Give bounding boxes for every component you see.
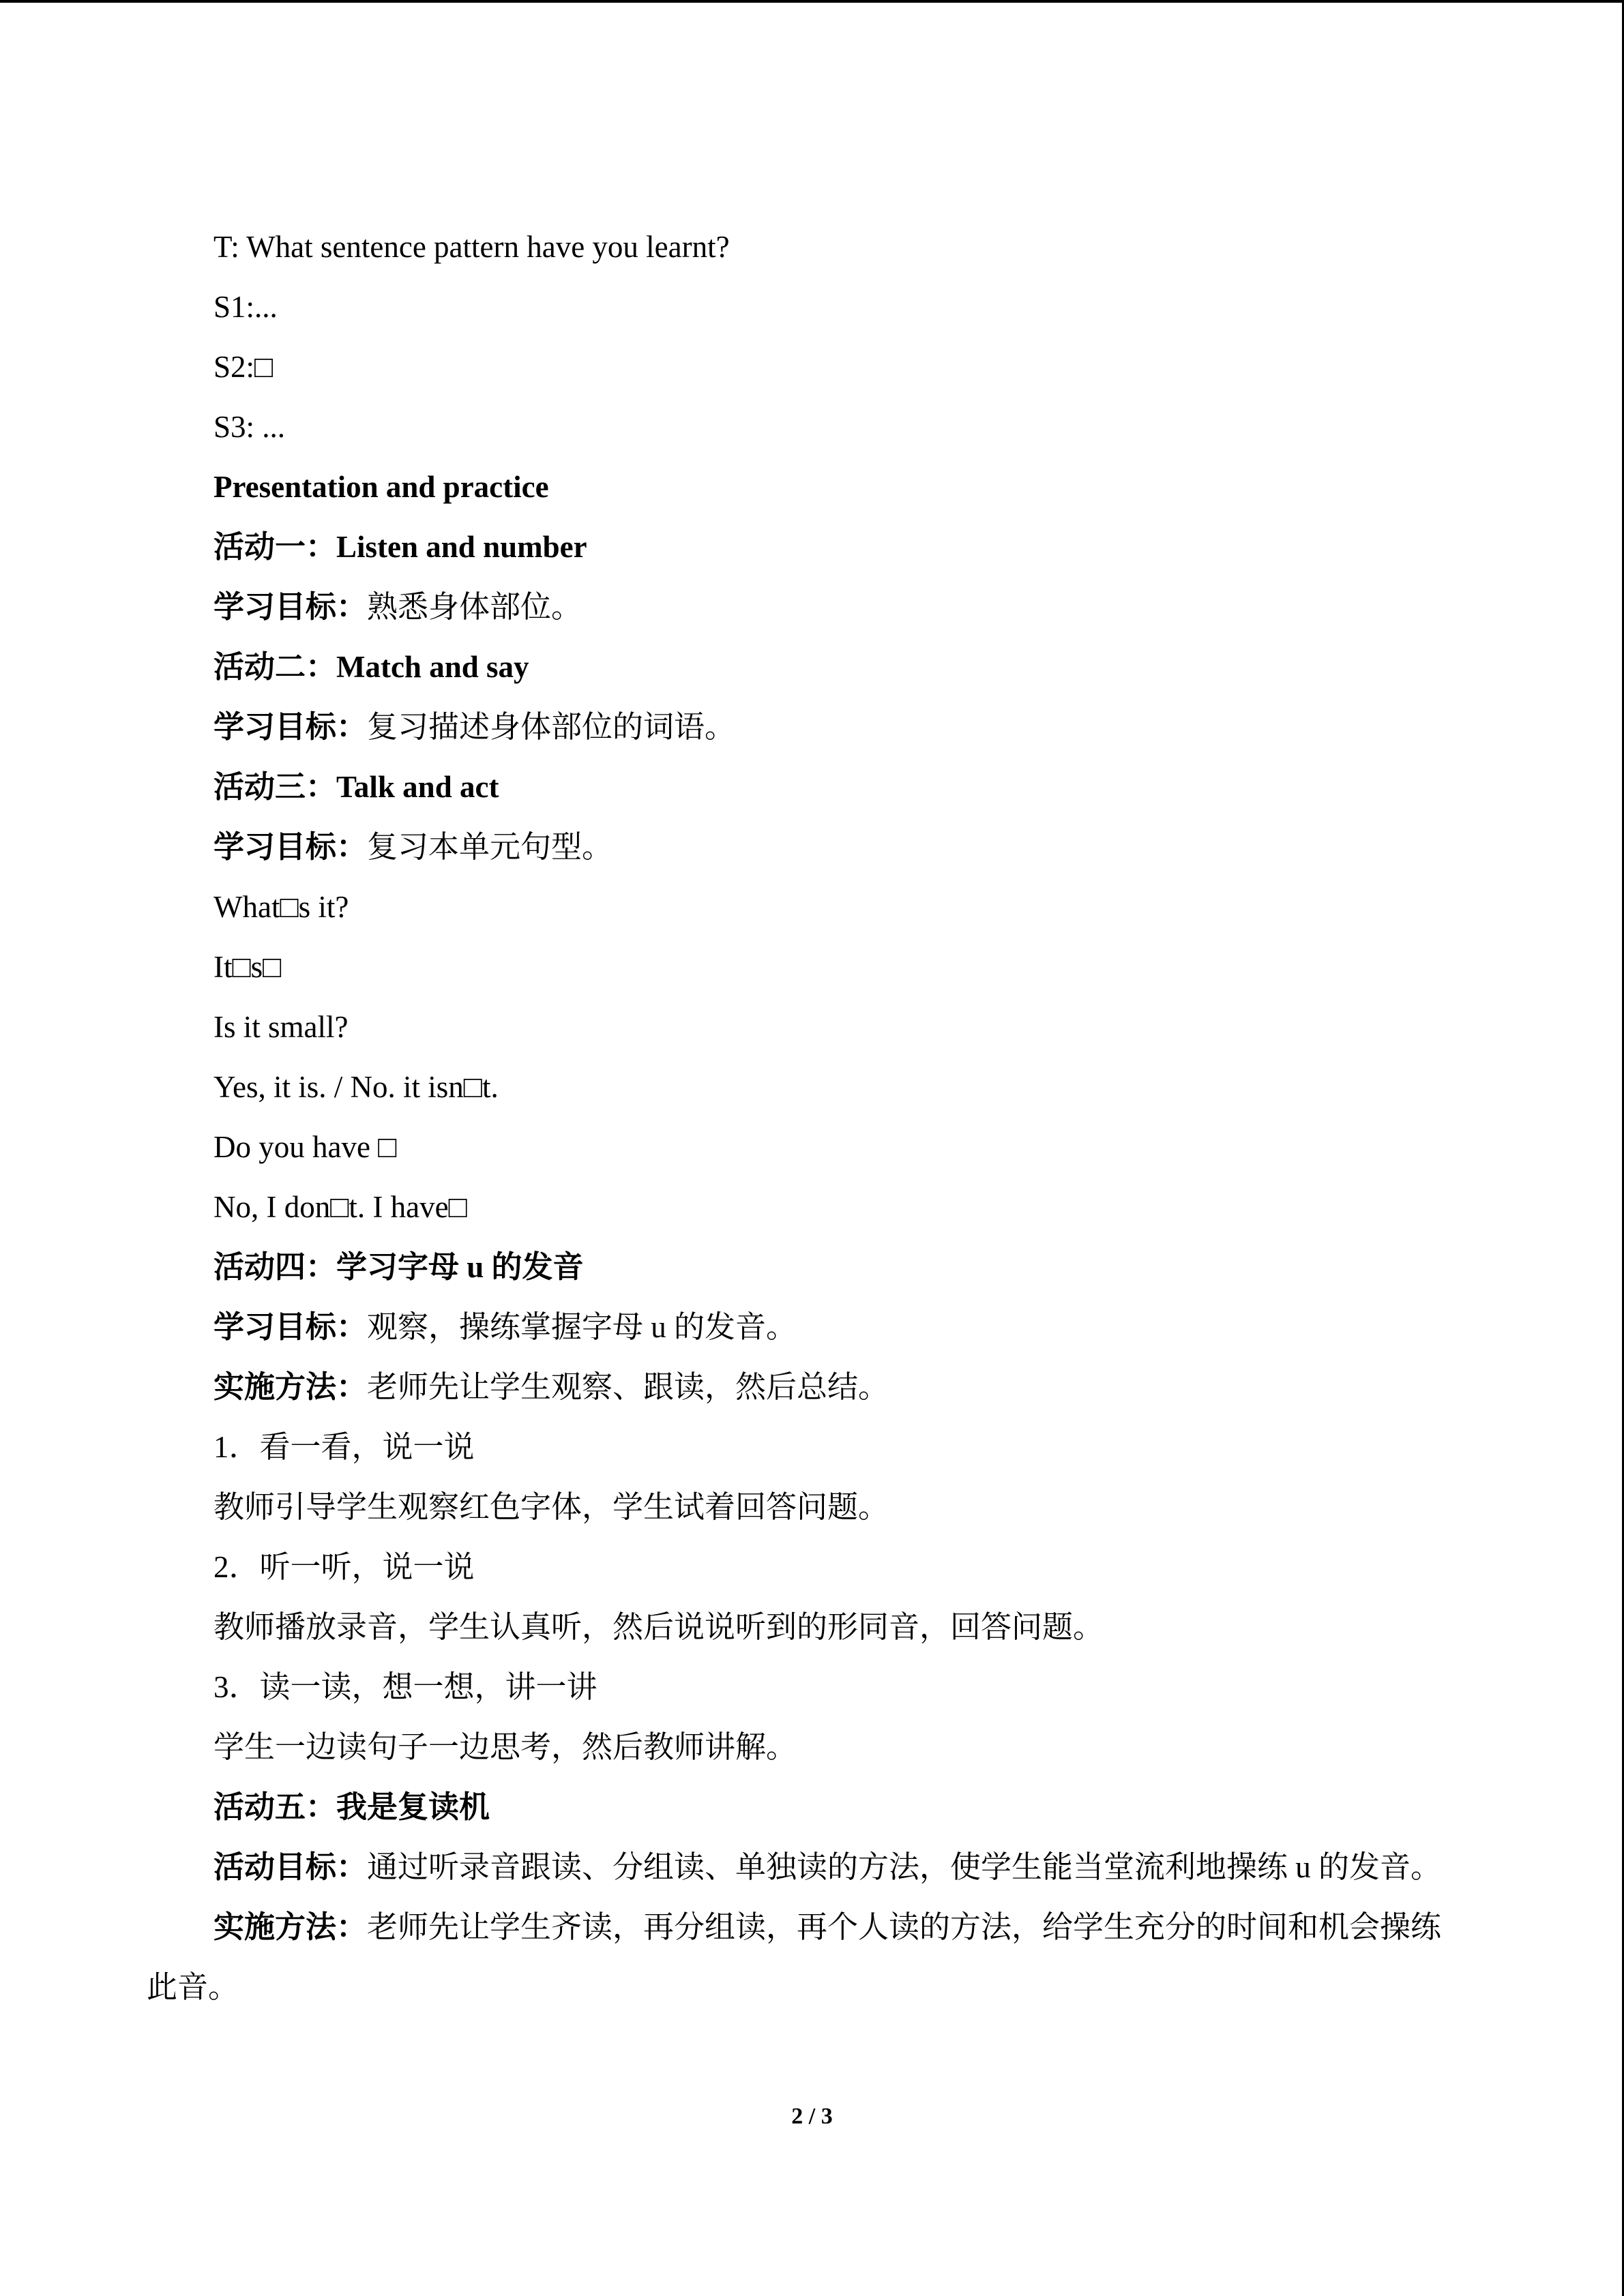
line-text: S3: ... (213, 410, 286, 444)
line-text: S2:□ (213, 350, 274, 384)
line-text: Yes, it is. / No. it isn□t. (213, 1070, 499, 1104)
page-border-top (0, 0, 1624, 3)
paragraph (147, 1897, 1470, 2017)
document-body (147, 217, 1470, 2017)
line-text: Do you have □ (213, 1130, 397, 1164)
text-line (147, 877, 1470, 937)
section-heading (147, 1237, 1470, 1297)
labeled-line (147, 577, 1470, 637)
line-label: 活动目标： (213, 1850, 368, 1884)
line-label: 学习目标： (213, 590, 368, 624)
section-heading (147, 757, 1470, 817)
line-text: 2．听一听，说一说 (213, 1550, 475, 1584)
text-line (147, 1117, 1470, 1177)
labeled-line (147, 1297, 1470, 1357)
text-line (147, 1717, 1470, 1777)
line-text: 老师先让学生观察、跟读，然后总结。 (367, 1370, 889, 1404)
line-text: 观察，操练掌握字母 u 的发音。 (367, 1310, 797, 1344)
page-number: 2 / 3 (791, 2104, 833, 2129)
text-line (147, 217, 1470, 277)
line-label: 学习目标： (213, 1310, 368, 1344)
line-label: 学习目标： (213, 830, 368, 864)
text-line (147, 1537, 1470, 1597)
line-text: It□s□ (213, 950, 282, 984)
line-text: 通过听录音跟读、分组读、单独读的方法，使学生能当堂流利地操练 u 的发音。 (367, 1850, 1442, 1884)
heading-text: 活动四：学习字母 u 的发音 (213, 1250, 584, 1284)
text-line (147, 937, 1470, 997)
section-heading (147, 637, 1470, 697)
section-heading (147, 517, 1470, 577)
text-line (147, 1657, 1470, 1717)
line-text: 教师播放录音，学生认真听，然后说说听到的形同音，回答问题。 (213, 1610, 1104, 1644)
line-text: Is it small? (213, 1010, 349, 1044)
section-heading (147, 457, 1470, 517)
line-text: 1．看一看，说一说 (213, 1430, 475, 1464)
text-line (147, 1597, 1470, 1657)
text-line (147, 1057, 1470, 1117)
line-text: 熟悉身体部位。 (367, 590, 582, 624)
line-text: 老师先让学生齐读，再分组读，再个人读的方法，给学生充分的时间和机会操练此音。 (147, 1910, 1442, 2004)
text-line (147, 1477, 1470, 1537)
line-text: What□s it? (213, 890, 349, 924)
line-text: 复习本单元句型。 (367, 830, 613, 864)
line-text: S1:... (213, 290, 278, 324)
text-line (147, 1177, 1470, 1237)
line-text: T: What sentence pattern have you learnt? (213, 230, 730, 264)
line-text: 复习描述身体部位的词语。 (367, 710, 736, 744)
paragraph (147, 1837, 1470, 1897)
text-line (147, 997, 1470, 1057)
heading-text: Presentation and practice (213, 470, 549, 504)
labeled-line (147, 1357, 1470, 1417)
line-label: 实施方法： (213, 1910, 368, 1944)
heading-text: 活动二：Match and say (213, 650, 529, 684)
section-heading (147, 1777, 1470, 1837)
labeled-line (147, 697, 1470, 757)
line-text: 3．读一读，想一想，讲一讲 (213, 1670, 597, 1704)
line-text: 教师引导学生观察红色字体，学生试着回答问题。 (213, 1490, 889, 1524)
text-line (147, 277, 1470, 337)
line-label: 学习目标： (213, 710, 368, 744)
heading-text: 活动三：Talk and act (213, 770, 499, 804)
line-text: No, I don□t. I have□ (213, 1190, 467, 1224)
text-line (147, 337, 1470, 397)
heading-text: 活动一：Listen and number (213, 530, 587, 564)
line-text: 学生一边读句子一边思考，然后教师讲解。 (213, 1730, 797, 1764)
text-line (147, 397, 1470, 457)
heading-text: 活动五：我是复读机 (213, 1790, 490, 1824)
line-label: 实施方法： (213, 1370, 368, 1404)
labeled-line (147, 817, 1470, 877)
text-line (147, 1417, 1470, 1477)
